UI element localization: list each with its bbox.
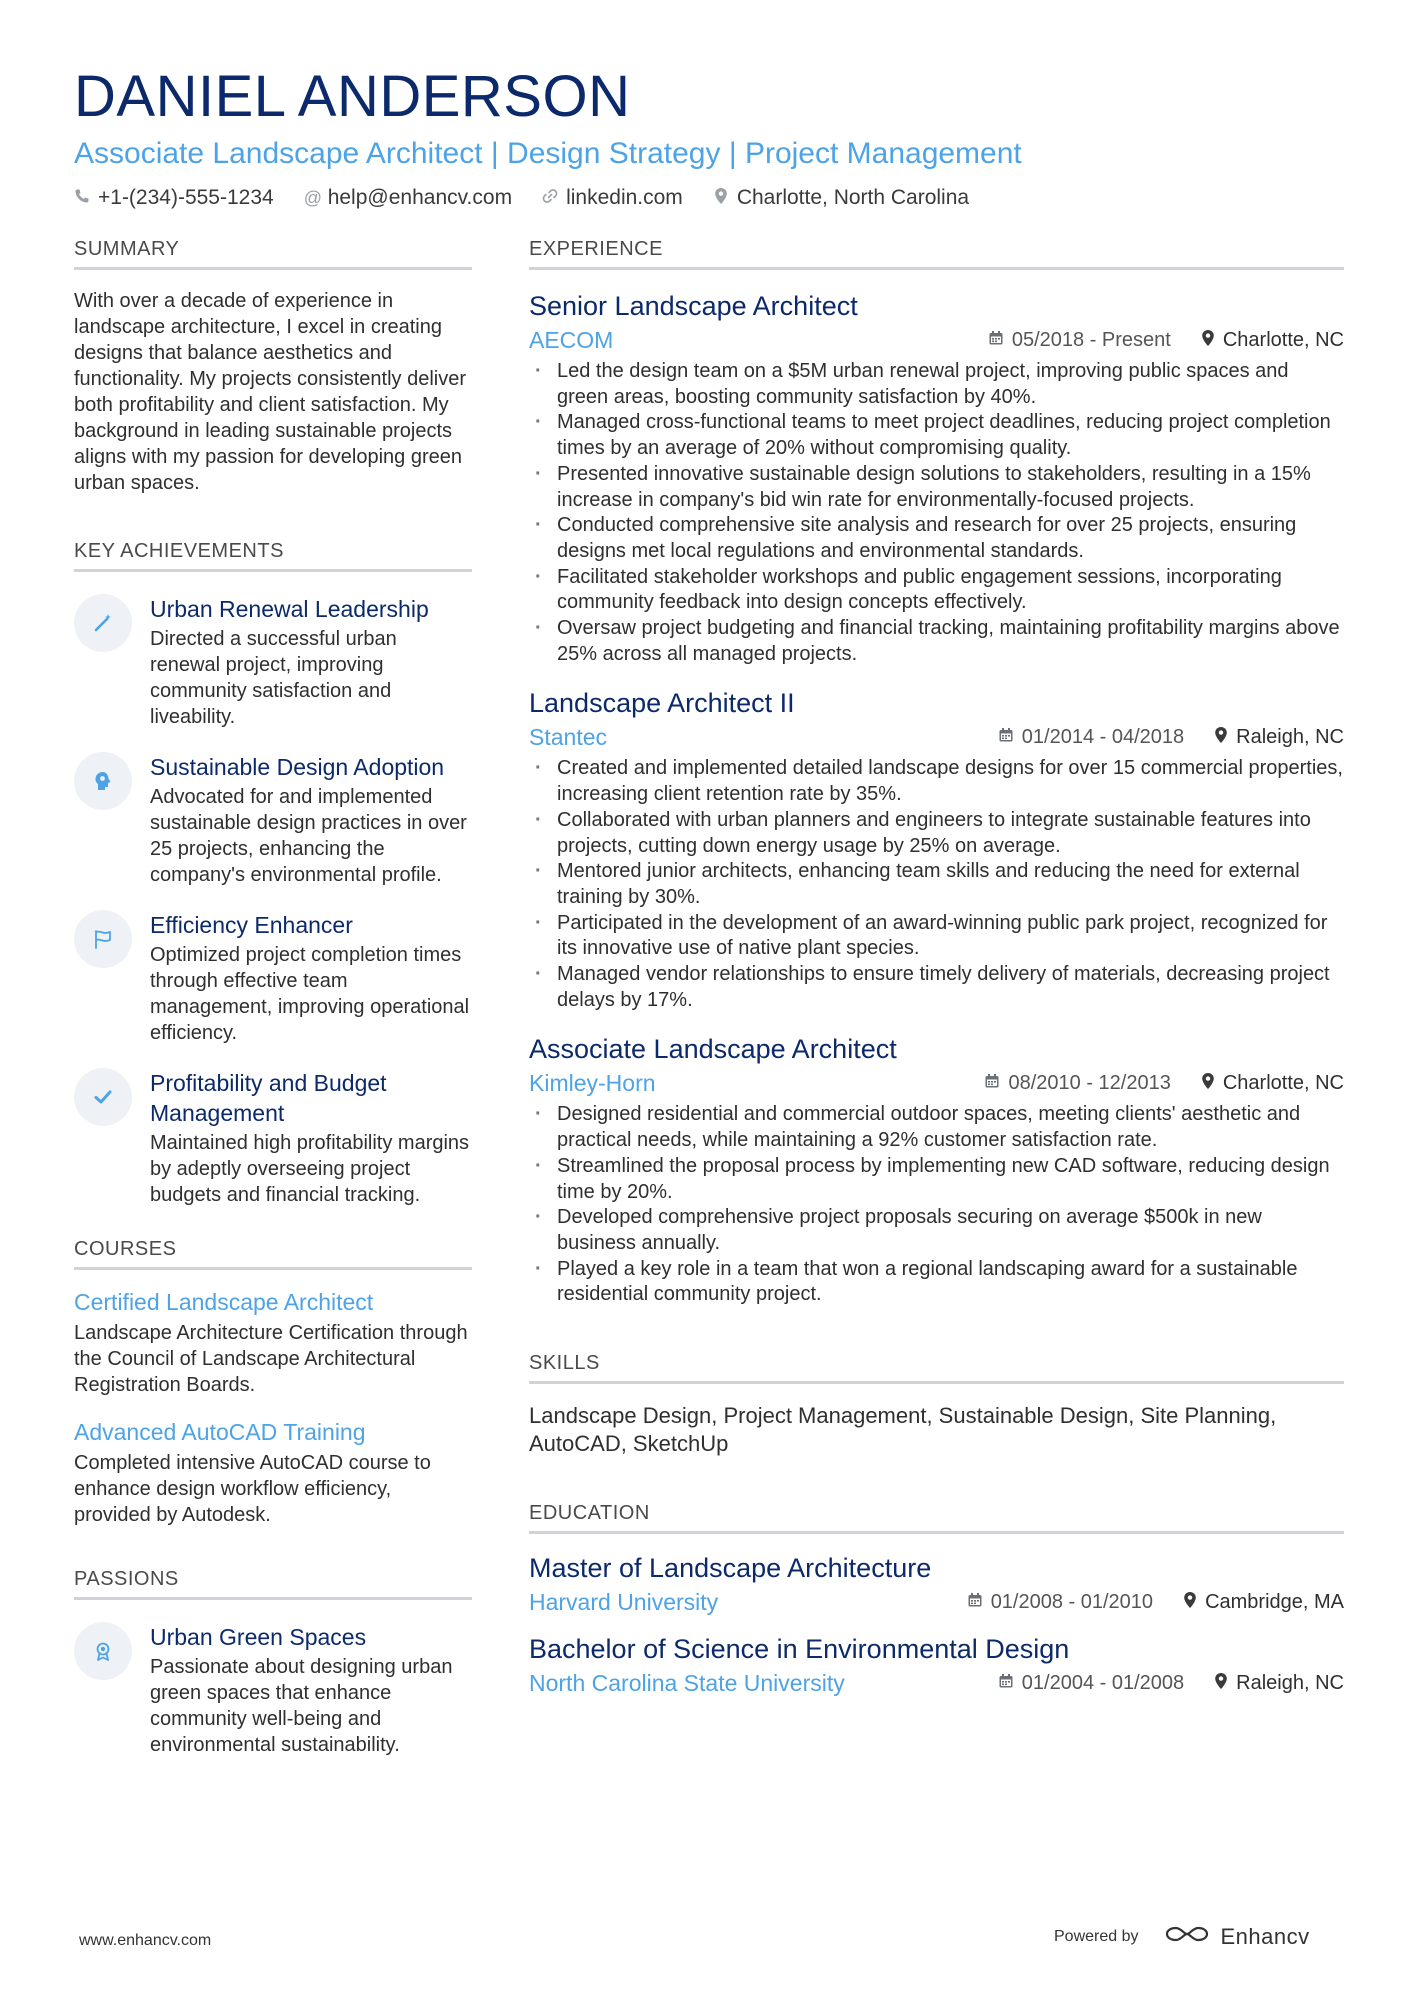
course-title: Advanced AutoCAD Training [74, 1419, 366, 1445]
checkmark-icon [74, 1068, 132, 1126]
education-meta-right [967, 1591, 1344, 1614]
experience-heading: EXPERIENCE [529, 238, 1344, 270]
contact-phone[interactable] [74, 186, 274, 210]
achievement-title: Profitability and Budget Management [150, 1070, 387, 1126]
job-bullet: · Presented innovative sustainable design solutions to stakeholders, resulting in a 15% increase in company's bid win rate for environmentally-focused projects. [529, 462, 1344, 513]
summary-text: With over a decade of experience in landscape architecture, I excel in creating designs that balance aesthetics and functionality. My projects consistently deliver both profitability and client satisfaction. My background in leading sustainable projects aligns with my passion for developing green urban spaces. [74, 290, 467, 494]
achievement-desc: Advocated for and implemented sustainable design practices in over 25 projects, enhancing the company's environmental profile. [150, 786, 467, 886]
candidate-name: DANIEL ANDERSON [74, 64, 631, 129]
calendar-icon [998, 727, 1014, 748]
company-name: Stantec [529, 724, 607, 751]
achievement-title: Urban Renewal Leadership [150, 596, 429, 622]
location-pin-icon [1183, 1591, 1197, 1614]
job-meta [529, 1068, 1344, 1098]
job-location [1214, 726, 1344, 749]
education-meta [529, 1668, 1344, 1698]
job-title: Landscape Architect II [529, 688, 795, 719]
email-text: help@enhancv.com [327, 186, 513, 209]
job-bullet: · Managed cross-functional teams to meet project deadlines, reducing project completion times by an average of 20% without compromising quality. [529, 410, 1344, 461]
flag-icon [74, 910, 132, 968]
achievement-title: Sustainable Design Adoption [150, 754, 445, 780]
job-bullets [529, 756, 1344, 1013]
job-dates [988, 329, 1171, 352]
job-meta-right [998, 726, 1344, 749]
job-bullet: · Oversaw project budgeting and financial tracking, maintaining profitability margins above 25% across all managed projects. [529, 616, 1344, 667]
job-bullet: · Created and implemented detailed landscape designs for over 15 commercial properties, increasing client retention rate by 35%. [529, 756, 1344, 807]
location-pin-icon [1214, 1672, 1228, 1695]
job-meta-right [984, 1072, 1344, 1095]
achievement-item [74, 752, 472, 888]
right-column [529, 238, 1344, 1698]
contact-location [713, 186, 969, 210]
job-bullet: · Collaborated with urban planners and engineers to integrate sustainable features into projects, cutting down energy usage by 25% on average. [529, 808, 1344, 859]
achievements-section [74, 540, 472, 1208]
job-entry [529, 1031, 1344, 1308]
candidate-title: Associate Landscape Architect | Design Strategy | Project Management [74, 137, 1022, 170]
job-meta [529, 722, 1344, 752]
location-pin-icon [1214, 726, 1228, 749]
courses-section [74, 1238, 472, 1528]
education-meta-right [998, 1672, 1344, 1695]
location-pin-icon [1201, 329, 1215, 352]
achievement-item [74, 1068, 472, 1208]
education-heading: EDUCATION [529, 1502, 1344, 1534]
achievement-desc: Maintained high profitability margins by adeptly overseeing project budgets and financial tracking. [150, 1132, 470, 1206]
experience-section [529, 238, 1344, 1308]
company-name: AECOM [529, 327, 614, 353]
summary-heading: SUMMARY [74, 238, 472, 270]
at-icon: @ [303, 187, 322, 208]
courses-heading: COURSES [74, 1238, 472, 1270]
education-dates [998, 1672, 1184, 1695]
achievement-title: Efficiency Enhancer [150, 912, 353, 938]
infinity-logo-icon [1163, 1922, 1211, 1952]
achievements-list [74, 594, 472, 1208]
footer-branding [1054, 1922, 1310, 1952]
course-item [74, 1286, 472, 1398]
passion-desc: Passionate about designing urban green spaces that enhance community well-being and environmental sustainability. [150, 1656, 453, 1756]
powered-by-text: Powered by [1054, 1928, 1139, 1945]
contact-row [74, 186, 1344, 210]
education-meta [529, 1587, 1344, 1617]
job-bullet: · Conducted comprehensive site analysis and research for over 25 projects, ensuring designs met local regulations and environmental standards. [529, 513, 1344, 564]
course-desc: Completed intensive AutoCAD course to enhance design workflow efficiency, provided by Autodesk. [74, 1452, 431, 1526]
phone-text: +1-(234)-555-1234 [98, 186, 274, 209]
job-bullet: · Facilitated stakeholder workshops and public engagement sessions, incorporating community feedback into design concepts effectively. [529, 565, 1344, 616]
skills-section [529, 1352, 1344, 1458]
job-dates [998, 726, 1184, 749]
education-dates-text: 01/2008 - 01/2010 [990, 1590, 1154, 1613]
education-dates [967, 1591, 1153, 1614]
location-pin-icon [1201, 1072, 1215, 1095]
job-location-text: Charlotte, NC [1222, 328, 1344, 351]
job-location-text: Charlotte, NC [1222, 1071, 1344, 1094]
job-location [1201, 329, 1344, 352]
link-icon [542, 188, 558, 209]
job-bullet: · Managed vendor relationships to ensure timely delivery of materials, decreasing project delays by 17%. [529, 962, 1344, 1013]
passion-item [74, 1622, 472, 1758]
education-location [1214, 1672, 1344, 1695]
job-title: Senior Landscape Architect [529, 291, 858, 321]
skills-text: Landscape Design, Project Management, Sustainable Design, Site Planning, AutoCAD, SketchUp [529, 1403, 1277, 1457]
achievement-item [74, 910, 472, 1046]
calendar-icon [967, 1592, 983, 1613]
education-location-text: Cambridge, MA [1205, 1590, 1344, 1613]
course-desc: Landscape Architecture Certification through the Council of Landscape Architectural Registration Boards. [74, 1322, 468, 1396]
education-dates-text: 01/2004 - 01/2008 [1021, 1671, 1185, 1694]
job-bullet: · Developed comprehensive project proposals securing on average $500k in new business annually. [529, 1205, 1344, 1256]
summary-section [74, 238, 472, 496]
job-entry [529, 685, 1344, 1013]
job-meta-right [988, 329, 1344, 352]
job-bullet: · Participated in the development of an award-winning public park project, recognized for its innovative use of native plant species. [529, 911, 1344, 962]
job-bullet: · Mentored junior architects, enhancing team skills and reducing the need for external training by 30%. [529, 859, 1344, 910]
job-bullets [529, 359, 1344, 667]
skills-heading: SKILLS [529, 1352, 1344, 1384]
achievement-desc: Optimized project completion times through effective team management, improving operational efficiency. [150, 944, 470, 1044]
job-bullet: · Designed residential and commercial outdoor spaces, meeting clients' aesthetic and practical needs, while maintaining a 92% customer satisfaction rate. [529, 1102, 1344, 1153]
phone-icon [74, 188, 90, 209]
award-icon [74, 1622, 132, 1680]
job-location [1201, 1072, 1344, 1095]
job-bullets [529, 1102, 1344, 1308]
passions-list [74, 1622, 472, 1758]
course-item [74, 1416, 472, 1528]
contact-email[interactable] [304, 186, 512, 210]
passion-title: Urban Green Spaces [150, 1624, 367, 1650]
job-dates [984, 1072, 1170, 1095]
calendar-icon [988, 330, 1004, 351]
passions-section [74, 1568, 472, 1758]
location-text: Charlotte, North Carolina [736, 186, 970, 209]
calendar-icon [998, 1673, 1014, 1694]
job-dates-text: 01/2014 - 04/2018 [1021, 725, 1185, 748]
footer-website[interactable]: www.enhancv.com [79, 1932, 212, 1949]
degree-title: Bachelor of Science in Environmental Design [529, 1634, 1070, 1665]
school-name: North Carolina State University [529, 1670, 845, 1697]
calendar-icon [984, 1073, 1000, 1094]
job-bullet: · Streamlined the proposal process by implementing new CAD software, reducing design time by 20%. [529, 1154, 1344, 1205]
lightbulb-head-icon [74, 752, 132, 810]
degree-title: Master of Landscape Architecture [529, 1553, 932, 1584]
achievements-heading: KEY ACHIEVEMENTS [74, 540, 472, 572]
location-pin-icon [713, 187, 729, 210]
job-bullet: · Played a key role in a team that won a regional landscaping award for a sustainable residential community project. [529, 1257, 1344, 1308]
education-section [529, 1502, 1344, 1698]
achievement-desc: Directed a successful urban renewal project, improving community satisfaction and liveability. [150, 628, 397, 728]
education-entry [529, 1631, 1344, 1698]
website-text: linkedin.com [566, 186, 683, 209]
company-name: Kimley-Horn [529, 1070, 656, 1097]
brand-name: Enhancv [1220, 1924, 1310, 1949]
brand-logo[interactable] [1163, 1922, 1310, 1952]
job-title: Associate Landscape Architect [529, 1034, 897, 1065]
education-location-text: Raleigh, NC [1236, 1671, 1344, 1694]
education-entry [529, 1550, 1344, 1617]
magic-wand-icon [74, 594, 132, 652]
job-dates-text: 05/2018 - Present [1011, 328, 1171, 351]
resume-header [74, 62, 1344, 210]
course-title: Certified Landscape Architect [74, 1289, 374, 1315]
education-location [1183, 1591, 1344, 1614]
job-location-text: Raleigh, NC [1236, 725, 1344, 748]
passions-heading: PASSIONS [74, 1568, 472, 1600]
job-bullet: · Led the design team on a $5M urban renewal project, improving public spaces and green areas, boosting community satisfaction by 40%. [529, 359, 1344, 410]
achievement-item [74, 594, 472, 730]
contact-website[interactable] [542, 186, 683, 210]
left-column [74, 238, 472, 1780]
job-meta [529, 325, 1344, 355]
job-dates-text: 08/2010 - 12/2013 [1008, 1071, 1171, 1094]
job-entry [529, 288, 1344, 667]
school-name: Harvard University [529, 1589, 719, 1616]
